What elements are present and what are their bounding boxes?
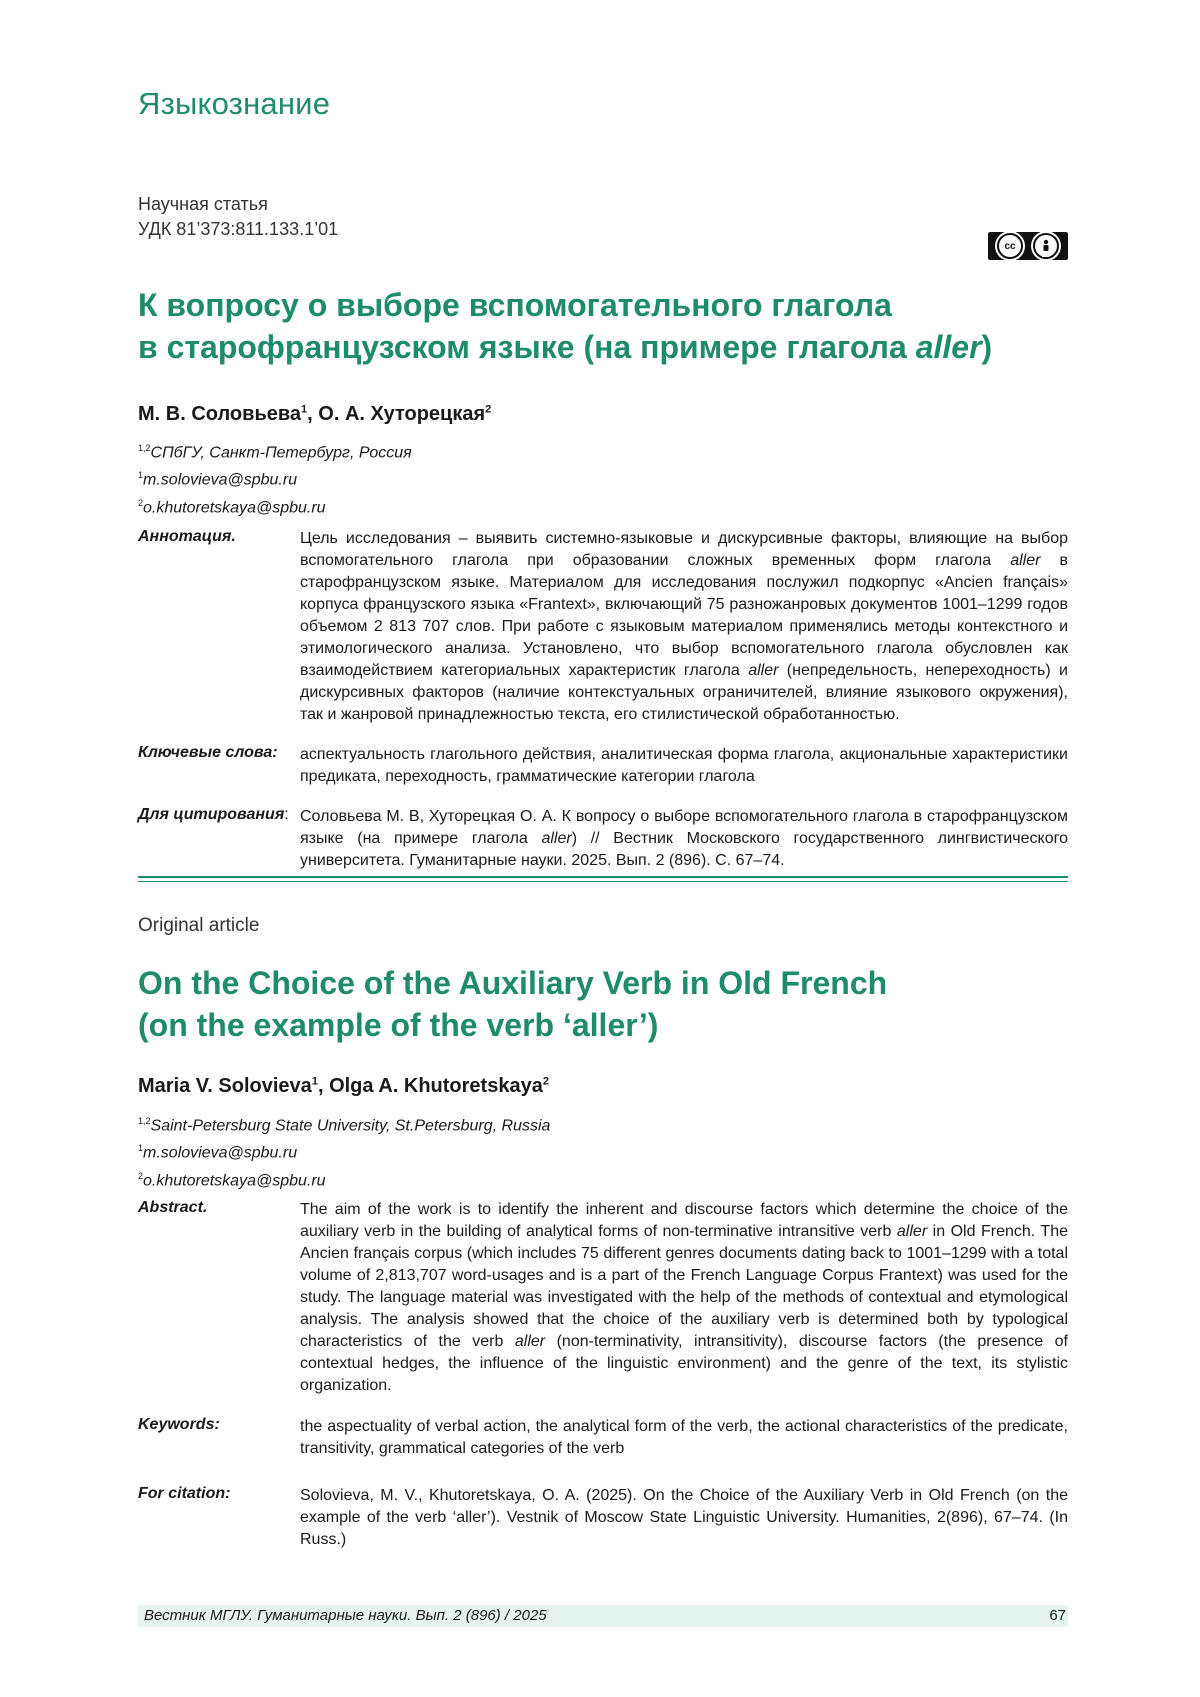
ru-abstract-label: Аннотация. <box>138 528 236 546</box>
en-citation-text: Solovieva, M. V., Khutoretskaya, O. A. (2025). On the Choice of the Auxiliary Verb in Old French (on the example of the verb ‘aller’). Vestnik of Moscow State Linguistic University. Humanities, 2(896), 67–74. (In Russ.) <box>300 1485 1068 1551</box>
en-article-type: Original article <box>138 915 259 937</box>
ru-citation-text: Соловьева М. В, Хуторецкая О. А. К вопросу о выборе вспомогательного глагола в старофранцузском языке (на примере глагола aller) // Вестник Московского государственного лингвистического университета. Гуманитарные науки. 2025. Вып. 2 (896). С. 67–74. <box>300 806 1068 872</box>
page <box>0 0 1200 1697</box>
en-authors: Maria V. Solovieva1, Olga A. Khutoretskaya2 <box>138 1075 549 1098</box>
en-affiliation: 1,2Saint-Petersburg State University, St.Petersburg, Russia <box>138 1110 550 1137</box>
article-type: Научная статья <box>138 192 338 217</box>
ru-abstract-text: Цель исследования – выявить системно-языковые и дискурсивные факторы, влияющие на выбор вспомогательного глагола при образовании сложных временных форм глагола aller в старофранцузском языке. Материалом для исследования послужил подкорпус «Ancien français» корпуса французского языка «Frantext», включающий 75 разножанровых документов 1001–1299 годов объемом 2 813 707 слов. При работе с языковым материалом применялись методы контекстного и этимологического анализа. Установлено, что выбор вспомогательного глагола обусловлен как взаимодействием категориальных характеристик глагола aller (непредельность, непереходность) и дискурсивных факторов (наличие контекстуальных ограничителей, влияние языкового окружения), так и жанровой принадлежностью текста, его стилистической обработанностью. <box>300 528 1068 726</box>
ru-keywords-label: Ключевые слова: <box>138 744 278 762</box>
en-keywords-text: the aspectuality of verbal action, the analytical form of the verb, the actional characteristics of the predicate, transitivity, grammatical categories of the verb <box>300 1416 1068 1460</box>
en-abstract-label: Abstract. <box>138 1199 207 1217</box>
en-affiliations <box>138 1110 550 1192</box>
en-title-line2: (on the example of the verb ‘aller’) <box>138 1004 887 1046</box>
ru-title-line1: К вопросу о выборе вспомогательного глагола <box>138 284 992 326</box>
en-keywords-label: Keywords: <box>138 1416 220 1434</box>
ru-authors: М. В. Соловьева1, О. А. Хуторецкая2 <box>138 403 491 426</box>
cc-icon: cc <box>997 233 1023 259</box>
ru-email-2[interactable]: 2o.khutoretskaya@spbu.ru <box>138 492 412 519</box>
ru-title <box>138 284 992 368</box>
section-divider-top <box>138 876 1068 878</box>
by-label: BY <box>1042 253 1050 259</box>
ru-affiliation: 1,2СПбГУ, Санкт-Петербург, Россия <box>138 437 412 464</box>
ru-keywords-text: аспектуальность глагольного действия, аналитическая форма глагола, акциональные характеристики предиката, переходность, грамматические категории глагола <box>300 744 1068 788</box>
en-email-2[interactable]: 2o.khutoretskaya@spbu.ru <box>138 1165 550 1192</box>
ru-title-line2: в старофранцузском языке (на примере глагола aller) <box>138 326 992 368</box>
section-heading: Языкознание <box>138 86 330 122</box>
footer-journal: Вестник МГЛУ. Гуманитарные науки. Вып. 2 (896) / 2025 <box>144 1607 547 1624</box>
en-title-line1: On the Choice of the Auxiliary Verb in Old French <box>138 962 887 1004</box>
ru-citation-label: Для цитирования: <box>138 806 289 824</box>
ru-title-verb: aller <box>916 329 982 365</box>
page-number: 67 <box>1049 1607 1066 1624</box>
ru-affiliations <box>138 437 412 519</box>
en-email-1[interactable]: 1m.solovieva@spbu.ru <box>138 1137 550 1164</box>
cc-by-license-badge[interactable] <box>988 232 1068 260</box>
en-title <box>138 962 887 1046</box>
en-abstract-text: The aim of the work is to identify the inherent and discourse factors which determine the choice of the auxiliary verb in the building of analytical forms of non-terminative intransitive verb aller in Old French. The Ancien français corpus (which includes 75 different genres documents dating back to 1001–1299 with a total volume of 2,813,707 word-usages and is a part of the French Language Corpus Frantext) was used for the study. The language material was investigated with the help of the methods of contextual and etymological analysis. The analysis showed that the choice of the auxiliary verb is determined both by typological characteristics of the verb aller (non-terminativity, intransitivity), discourse factors (the presence of contextual hedges, the influence of the linguistic environment) and the genre of the text, its stylistic organization. <box>300 1199 1068 1397</box>
section-divider-bottom <box>138 881 1068 882</box>
udk-code: УДК 81’373:811.133.1’01 <box>138 217 338 242</box>
en-citation-label: For citation: <box>138 1485 230 1503</box>
ru-email-1[interactable]: 1m.solovieva@spbu.ru <box>138 464 412 491</box>
article-meta <box>138 192 338 242</box>
